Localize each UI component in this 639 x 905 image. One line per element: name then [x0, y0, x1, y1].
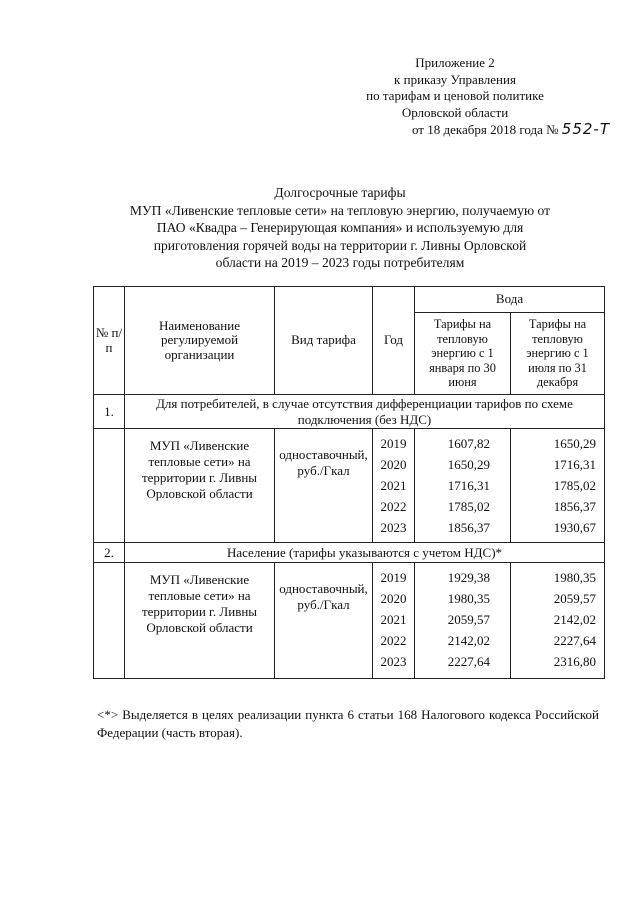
title-line: МУП «Ливенские тепловые сети» на тепловую энергию, получаемую от: [129, 202, 551, 218]
year-list: [373, 563, 415, 679]
year-value: 2022: [380, 633, 407, 648]
appendix-line: по тарифам и ценовой политике: [366, 88, 544, 103]
year-value: 2020: [380, 591, 407, 606]
tariff-value: 2142,02: [553, 612, 596, 627]
year-value: 2022: [380, 499, 407, 514]
empty-cell: [94, 563, 125, 679]
tariff-value: 2059,57: [447, 612, 490, 627]
tariff-type: одноставочный, руб./Гкал: [275, 429, 373, 543]
tariff-value: 2227,64: [553, 633, 596, 648]
year-value: 2019: [380, 436, 407, 451]
document-title: [90, 184, 590, 272]
header-org: Наименование регулируемой организации: [125, 287, 275, 395]
tariff-value: 1607,82: [447, 436, 490, 451]
tariff-value: 1785,02: [447, 499, 490, 514]
tariff-value: 2059,57: [553, 591, 596, 606]
appendix-line: Приложение 2: [415, 55, 495, 70]
title-line: Долгосрочные тарифы: [274, 185, 406, 200]
tariff-value: 2316,80: [553, 654, 596, 669]
header-tariff-h1: Тарифы на тепловую энергию с 1 января по 30 июня: [415, 313, 511, 395]
title-line: приготовления горячей воды на территории г. Ливны Орловской: [153, 237, 527, 253]
tariff-value: 1856,37: [447, 520, 490, 535]
year-value: 2021: [380, 478, 407, 493]
year-value: 2019: [380, 570, 407, 585]
section-title: Население (тарифы указываются с учетом НДС)*: [125, 543, 605, 563]
order-line: [330, 121, 610, 139]
year-value: 2020: [380, 457, 407, 472]
title-line: ПАО «Квадра – Генерирующая компания» и используемую для: [156, 220, 524, 236]
footnote: <*> Выделяется в целях реализации пункта 6 статьи 168 Налогового кодекса Российской Федерации (часть вторая).: [97, 707, 599, 740]
header-tariff-h2: Тарифы на тепловую энергию с 1 июля по 31 декабря: [511, 313, 605, 395]
section-title: Для потребителей, в случае отсутствия дифференциации тарифов по схеме подключения (без НДС): [125, 395, 605, 429]
tariff-type: одноставочный, руб./Гкал: [275, 563, 373, 679]
tariff-value: 1650,29: [447, 457, 490, 472]
tariff-value: 1650,29: [553, 436, 596, 451]
year-value: 2023: [380, 654, 407, 669]
appendix-header: [330, 55, 610, 139]
section-number: 1.: [94, 395, 125, 429]
section-number: 2.: [94, 543, 125, 563]
title-line: области на 2019 – 2023 годы потребителям: [215, 255, 465, 271]
tariff-h2-list: [511, 429, 605, 543]
year-list: [373, 429, 415, 543]
tariff-value: 1930,67: [553, 520, 596, 535]
order-date: от 18 декабря 2018 года №: [411, 122, 559, 137]
tariff-h2-list: [511, 563, 605, 679]
tariff-value: 1716,31: [447, 478, 490, 493]
organization-name: МУП «Ливенские тепловые сети» на территории г. Ливны Орловской области: [125, 563, 275, 679]
tariff-h1-list: [415, 429, 511, 543]
appendix-line: Орловской области: [401, 104, 509, 120]
appendix-line: к приказу Управления: [394, 71, 516, 87]
tariff-value: 1980,35: [553, 570, 596, 585]
tariff-value: 1929,38: [447, 570, 490, 585]
tariff-value: 2227,64: [447, 654, 490, 669]
header-tariff-type: Вид тарифа: [275, 287, 373, 395]
tariff-value: 1980,35: [447, 591, 490, 606]
header-year: Год: [373, 287, 415, 395]
tariff-value: 1716,31: [553, 457, 596, 472]
empty-cell: [94, 429, 125, 543]
tariff-value: 2142,02: [447, 633, 490, 648]
year-value: 2021: [380, 612, 407, 627]
order-number: 552-Т: [561, 120, 610, 138]
header-num: № п/п: [94, 287, 125, 395]
tariff-value: 1785,02: [553, 478, 596, 493]
organization-name: МУП «Ливенские тепловые сети» на территории г. Ливны Орловской области: [125, 429, 275, 543]
tariffs-table: [93, 286, 605, 679]
year-value: 2023: [380, 520, 407, 535]
tariff-h1-list: [415, 563, 511, 679]
header-water: Вода: [415, 287, 605, 313]
tariff-value: 1856,37: [553, 499, 596, 514]
